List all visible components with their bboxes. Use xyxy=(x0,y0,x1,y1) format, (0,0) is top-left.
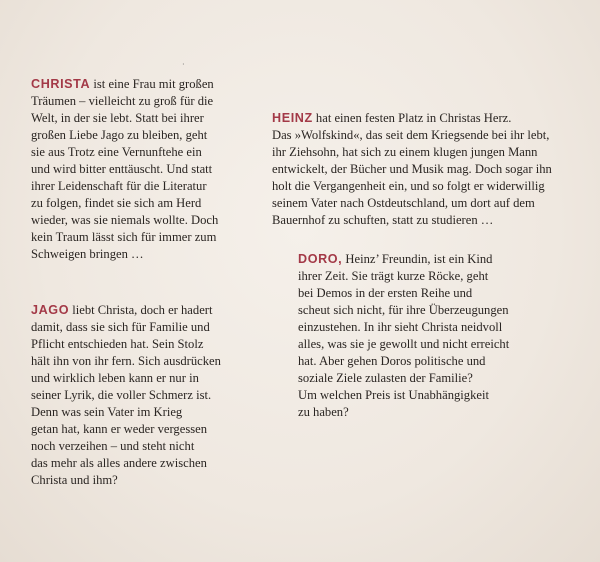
jago-line: Denn was sein Vater im Krieg xyxy=(31,405,183,419)
jago-line: und wirklich leben kann er nur in xyxy=(31,371,199,385)
christa-line: Schweigen bringen … xyxy=(31,247,144,261)
heinz-line-1: HEINZ hat einen festen Platz in Christas Herz. xyxy=(272,111,512,125)
christa-line: großen Liebe Jago zu bleiben, geht xyxy=(31,128,208,142)
jago-line: getan hat, kann er weder vergessen xyxy=(31,422,208,436)
heinz-name: HEINZ xyxy=(272,111,313,125)
doro-line-1: DORO, Heinz’ Freundin, ist ein Kind xyxy=(298,252,493,266)
jago-line-1: JAGO liebt Christa, doch er hadert xyxy=(31,303,213,317)
doro-name: DORO, xyxy=(298,252,343,266)
doro-line: bei Demos in der ersten Reihe und xyxy=(298,286,473,300)
jago-line: hält ihn von ihr fern. Sich ausdrücken xyxy=(31,354,221,368)
jago-paragraph xyxy=(31,302,221,489)
christa-line: Welt, in der sie lebt. Statt bei ihrer xyxy=(31,111,204,125)
jago-line: Pflicht entschieden hat. Sein Stolz xyxy=(31,337,204,351)
doro-paragraph xyxy=(298,251,509,421)
jago-line: das mehr als alles andere zwischen xyxy=(31,456,207,470)
christa-line: zu folgen, findet sie sich am Herd xyxy=(31,196,202,210)
jago-name: JAGO xyxy=(31,303,70,317)
christa-line: wieder, was sie niemals wollte. Doch xyxy=(31,213,219,227)
christa-line: ihrer Leidenschaft für die Literatur xyxy=(31,179,207,193)
heinz-line: Bauernhof zu schuften, statt zu studieren … xyxy=(272,213,494,227)
christa-line: Träumen – vielleicht zu groß für die xyxy=(31,94,214,108)
heinz-line: seinem Vater nach Ostdeutschland, um dort auf dem xyxy=(272,196,535,210)
heinz-line: ihr Ziehsohn, hat sich zu einem klugen jungen Mann xyxy=(272,145,538,159)
christa-paragraph xyxy=(31,76,218,263)
doro-line: scheut sich nicht, für ihre Überzeugungen xyxy=(298,303,509,317)
christa-line-1: CHRISTA ist eine Frau mit großen xyxy=(31,77,214,91)
jago-line: Christa und ihm? xyxy=(31,473,118,487)
doro-line: einzustehen. In ihr sieht Christa neidvoll xyxy=(298,320,503,334)
heinz-line: entwickelt, der Bücher und Musik mag. Doch sogar ihn xyxy=(272,162,552,176)
doro-line: soziale Ziele zulasten der Familie? xyxy=(298,371,473,385)
decorative-dot: · xyxy=(182,60,185,69)
jago-line: noch verzeihen – und steht nicht xyxy=(31,439,195,453)
doro-line: Um welchen Preis ist Unabhängigkeit xyxy=(298,388,489,402)
doro-line: hat. Aber gehen Doros politische und xyxy=(298,354,486,368)
heinz-line: holt die Vergangenheit ein, und so folgt er widerwillig xyxy=(272,179,545,193)
heinz-line: Das »Wolfskind«, das seit dem Kriegsende bei ihr lebt, xyxy=(272,128,550,142)
christa-line: sie aus Trotz eine Vernunftehe ein xyxy=(31,145,202,159)
christa-line: kein Traum lässt sich für immer zum xyxy=(31,230,217,244)
jago-line: damit, dass sie sich für Familie und xyxy=(31,320,210,334)
christa-name: CHRISTA xyxy=(31,77,91,91)
christa-line: und wird bitter enttäuscht. Und statt xyxy=(31,162,213,176)
doro-line: alles, was sie je gewollt und nicht erreicht xyxy=(298,337,510,351)
doro-line: zu haben? xyxy=(298,405,349,419)
heinz-paragraph xyxy=(272,110,552,229)
jago-line: seiner Lyrik, die voller Schmerz ist. xyxy=(31,388,212,402)
doro-line: ihrer Zeit. Sie trägt kurze Röcke, geht xyxy=(298,269,489,283)
